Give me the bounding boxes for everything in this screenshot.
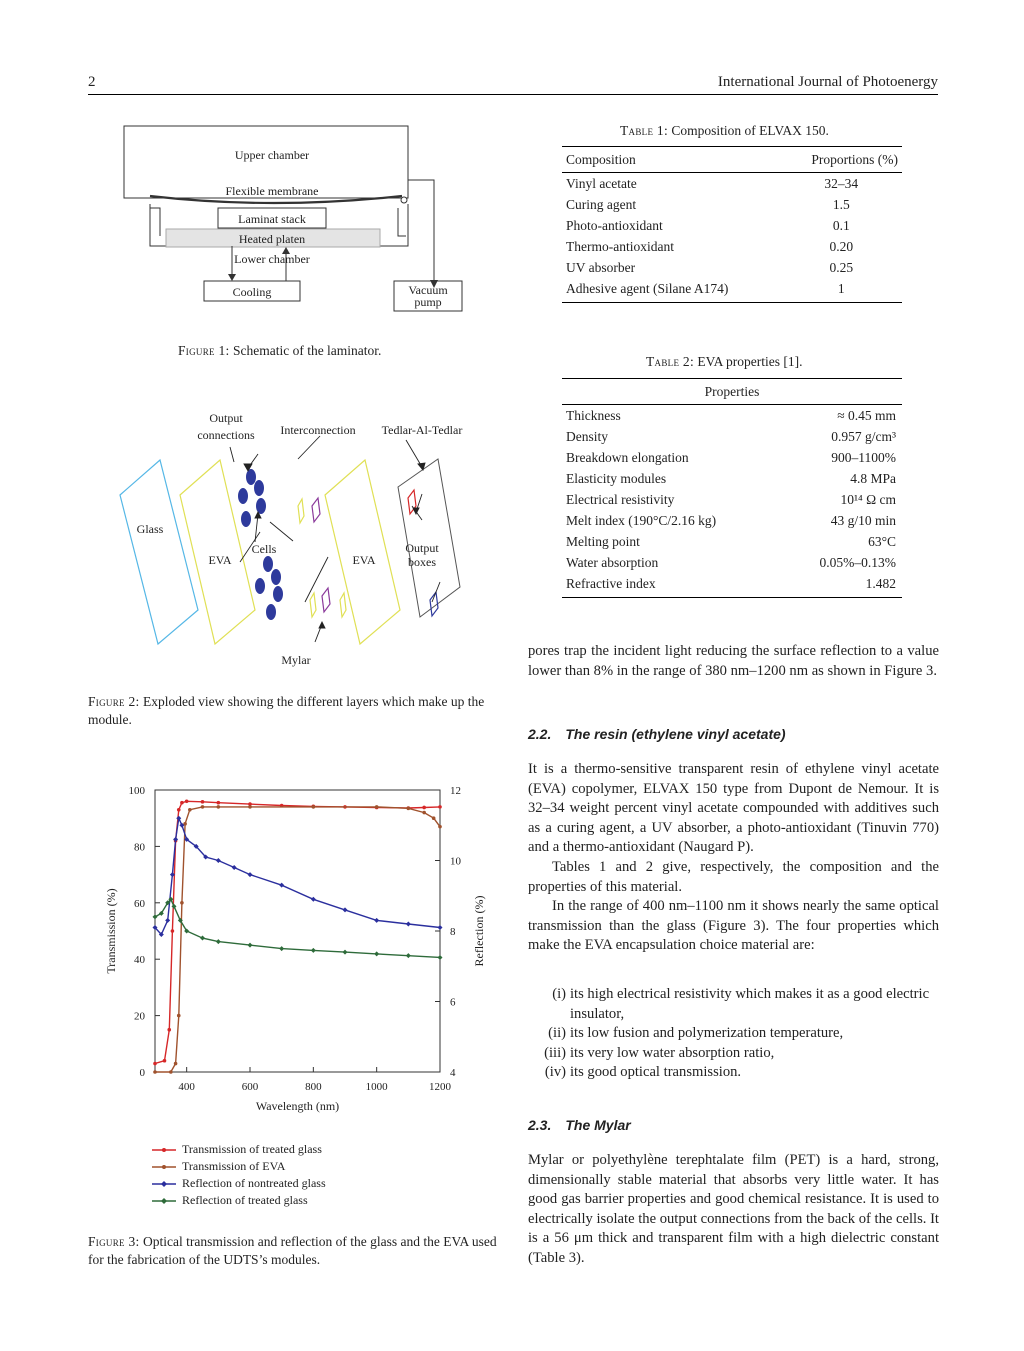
table2-row bbox=[562, 531, 902, 552]
table1-col-proportions: Proportions (%) bbox=[781, 147, 902, 173]
series-point bbox=[407, 807, 411, 811]
table2-cell-value: 0.05%–0.13% bbox=[819, 554, 896, 570]
table2-title: Table 2: EVA properties [1]. bbox=[646, 354, 803, 369]
table1-header-row bbox=[562, 147, 902, 173]
series-point bbox=[171, 929, 175, 933]
label-cells: Cells bbox=[251, 542, 277, 556]
table2-row bbox=[562, 447, 902, 468]
table2-row bbox=[562, 552, 902, 573]
table2-row bbox=[562, 573, 902, 598]
series-point bbox=[201, 805, 205, 809]
properties-list bbox=[528, 985, 939, 1083]
list-text: its good optical transmission. bbox=[570, 1064, 742, 1081]
list-marker: (iii) bbox=[544, 1044, 566, 1061]
series-point bbox=[374, 951, 379, 956]
y-tick-label: 40 bbox=[134, 954, 145, 967]
series-point bbox=[169, 1070, 173, 1074]
y2-tick-label: 12 bbox=[450, 785, 461, 797]
legend-entry bbox=[152, 1192, 326, 1209]
label-glass: Glass bbox=[136, 522, 164, 536]
label-connections: connections bbox=[197, 428, 255, 442]
legend-entry bbox=[152, 1141, 326, 1158]
paragraph-range: In the range of 400 nm–1100 nm it shows nearly the same optical transmission than the glass (Figure 3). The four properties which make the EVA encapsulation choice material are: bbox=[528, 898, 939, 954]
table2-cell-value: 0.957 g/cm³ bbox=[831, 428, 896, 444]
label-tedlar: Tedlar-Al-Tedlar bbox=[381, 423, 463, 437]
table2-cell-label: Melting point bbox=[566, 533, 640, 549]
table2-col-properties: Properties bbox=[562, 379, 902, 405]
legend-label: Reflection of treated glass bbox=[182, 1193, 308, 1207]
series-point bbox=[422, 806, 426, 810]
figure2-caption: Figure 2: Exploded view showing the different layers which make up the module. bbox=[88, 694, 485, 727]
label-output: Output bbox=[209, 411, 243, 425]
table1-cell-value: 0.25 bbox=[829, 259, 854, 275]
label-mylar: Mylar bbox=[281, 653, 311, 667]
series-point bbox=[167, 1028, 171, 1032]
series-point bbox=[311, 948, 316, 953]
table2-cell-label: Electrical resistivity bbox=[566, 491, 675, 507]
list-item bbox=[528, 1024, 939, 1044]
list-item bbox=[528, 1044, 939, 1064]
x-tick-label: 1000 bbox=[365, 1081, 388, 1093]
y2-tick-label: 4 bbox=[450, 1067, 456, 1079]
section-2-2-body bbox=[528, 760, 939, 956]
x-tick-label: 800 bbox=[305, 1081, 322, 1093]
series-point bbox=[216, 858, 221, 863]
label-flexible-membrane: Flexible membrane bbox=[225, 184, 319, 198]
section-2-3-heading: 2.3. The Mylar bbox=[528, 1117, 631, 1133]
table2-cell-value: 10¹⁴ Ω cm bbox=[840, 491, 896, 507]
paragraph-pores: pores trap the incident light reducing the surface reflection to a value lower than 8% in the range of 380 nm–1200 nm as shown in Figure 3. bbox=[528, 643, 939, 679]
table1-cell-value: 0.20 bbox=[829, 238, 854, 254]
y2-tick-label: 10 bbox=[450, 855, 461, 868]
table2-cell-value: ≈ 0.45 mm bbox=[837, 407, 896, 423]
series-point bbox=[232, 865, 237, 870]
figure3-legend bbox=[152, 1141, 326, 1209]
journal-title: International Journal of Photoenergy bbox=[717, 74, 938, 90]
series-point bbox=[374, 918, 379, 923]
x-axis-label: Wavelength (nm) bbox=[255, 1099, 340, 1113]
label-laminat-stack: Laminat stack bbox=[238, 212, 306, 226]
series-point bbox=[177, 1014, 181, 1018]
table2-cell-label: Breakdown elongation bbox=[566, 449, 689, 465]
label-cooling: Cooling bbox=[232, 285, 272, 299]
list-item bbox=[528, 985, 939, 1024]
label-interconnection: Interconnection bbox=[280, 423, 356, 437]
y-tick-label: 80 bbox=[134, 841, 145, 854]
series-point bbox=[343, 950, 348, 955]
y-tick-label: 60 bbox=[134, 897, 145, 910]
table1-cell-label: Vinyl acetate bbox=[566, 175, 637, 191]
legend-label: Transmission of treated glass bbox=[182, 1142, 322, 1156]
series-point bbox=[153, 1062, 157, 1066]
list-text: its low fusion and polymerization temperature, bbox=[570, 1025, 844, 1042]
interconnection-piece bbox=[312, 498, 320, 522]
figure3-caption: Figure 3: Optical transmission and reflection of the glass and the EVA used for the fabrication of the UDTS’s modules. bbox=[88, 1234, 497, 1267]
table2-header-row bbox=[562, 379, 902, 405]
series-point bbox=[438, 925, 443, 930]
list-text: its high electrical resistivity which makes it as a good electric insulator, bbox=[570, 986, 930, 1022]
list-marker: (iv) bbox=[544, 1064, 566, 1081]
series-point bbox=[216, 939, 221, 944]
table2-row bbox=[562, 510, 902, 531]
series-point bbox=[180, 901, 184, 905]
table1-col-composition: Composition bbox=[562, 147, 781, 173]
label-upper-chamber: Upper chamber bbox=[234, 148, 310, 162]
series-point bbox=[406, 921, 411, 926]
table1-cell-label: UV absorber bbox=[566, 259, 636, 275]
series-point bbox=[312, 805, 316, 809]
figure1-caption: Figure 1: Schematic of the laminator. bbox=[178, 343, 382, 358]
series-point bbox=[279, 946, 284, 951]
series-point bbox=[172, 904, 177, 909]
label-eva-right: EVA bbox=[352, 553, 376, 567]
series-line-3 bbox=[155, 899, 440, 957]
list-text: its very low water absorption ratio, bbox=[570, 1044, 775, 1061]
table2-cell-value: 43 g/10 min bbox=[830, 512, 896, 528]
y2-axis-label: Reflection (%) bbox=[472, 895, 486, 967]
series-point bbox=[343, 907, 348, 912]
series-point bbox=[177, 808, 181, 812]
series-point bbox=[375, 805, 379, 809]
label-heated-platen: Heated platen bbox=[238, 232, 306, 246]
series-point bbox=[406, 953, 411, 958]
figure2-exploded-view bbox=[110, 402, 490, 672]
legend-swatch bbox=[152, 1163, 176, 1171]
table2-cell-label: Water absorption bbox=[566, 554, 659, 570]
series-point bbox=[200, 936, 205, 941]
table2-cell-value: 1.482 bbox=[782, 573, 902, 598]
series-point bbox=[422, 811, 426, 815]
glass-layer bbox=[120, 460, 198, 644]
legend-label: Reflection of nontreated glass bbox=[182, 1176, 326, 1190]
series-point bbox=[279, 883, 284, 888]
table2-cell-label: Melt index (190°C/2.16 kg) bbox=[566, 512, 717, 528]
x-tick-label: 600 bbox=[241, 1081, 259, 1093]
figure1-schematic bbox=[110, 118, 480, 318]
y-tick-label: 20 bbox=[134, 1010, 145, 1023]
y2-tick-label: 6 bbox=[450, 996, 456, 1009]
table1-row bbox=[562, 215, 902, 236]
table2 bbox=[562, 378, 902, 598]
table2-cell-label: Density bbox=[566, 428, 608, 444]
series-point bbox=[438, 955, 443, 960]
series-point bbox=[248, 872, 253, 877]
table1-row bbox=[562, 173, 902, 195]
y-tick-label: 100 bbox=[128, 785, 145, 797]
series-point bbox=[438, 805, 442, 809]
label-lower-chamber: Lower chamber bbox=[234, 252, 310, 266]
series-point bbox=[248, 943, 253, 948]
series-point bbox=[174, 1062, 178, 1066]
table2-row bbox=[562, 426, 902, 447]
table1-cell-value: 0.1 bbox=[832, 217, 850, 233]
series-point bbox=[165, 918, 170, 923]
table1-cell-label: Thermo-antioxidant bbox=[566, 238, 674, 254]
series-point bbox=[185, 799, 189, 803]
series-point bbox=[201, 800, 205, 804]
legend-swatch bbox=[152, 1180, 176, 1188]
table2-row bbox=[562, 405, 902, 427]
plot-frame bbox=[155, 790, 440, 1072]
x-tick-label: 1200 bbox=[429, 1081, 451, 1093]
series-point bbox=[176, 816, 181, 821]
list-marker: (ii) bbox=[548, 1025, 566, 1042]
list-item bbox=[528, 1063, 939, 1083]
figure3-chart bbox=[100, 775, 500, 1120]
label-output-boxes-1: Output bbox=[405, 541, 439, 555]
table1-cell-value: 1 bbox=[781, 278, 902, 303]
table1-cell-label: Curing agent bbox=[566, 196, 637, 212]
series-line-0 bbox=[155, 801, 440, 1063]
table1-title: Table 1: Composition of ELVAX 150. bbox=[620, 123, 829, 138]
paragraph-tables: Tables 1 and 2 give, respectively, the composition and the properties of this material. bbox=[528, 858, 939, 895]
table2-row bbox=[562, 489, 902, 510]
table1-row bbox=[562, 257, 902, 278]
table1-row bbox=[562, 236, 902, 257]
series-point bbox=[248, 805, 252, 809]
label-output-boxes-2: boxes bbox=[408, 555, 436, 569]
table1-cell-label: Photo-antioxidant bbox=[566, 217, 663, 233]
label-vacuum: Vacuum bbox=[408, 283, 448, 297]
table2-row bbox=[562, 468, 902, 489]
table1-cell-label: Adhesive agent (Silane A174) bbox=[562, 278, 781, 303]
header-rule bbox=[88, 94, 938, 95]
table1-row bbox=[562, 278, 902, 303]
label-pump: pump bbox=[414, 295, 442, 309]
eva-layer-right bbox=[325, 460, 400, 644]
series-point bbox=[180, 801, 184, 805]
y-axis-label: Transmission (%) bbox=[104, 888, 118, 974]
paragraph-eva-intro: It is a thermo-sensitive transparent resin of ethylene vinyl acetate (EVA) copolymer, ELVAX 150 type from Dupont de Nemour. It is 32–34 weight percent vinyl acetate compounded with additives such as a curing agent, a UV absorber, a photo-antioxidant (Tinuvin 770) and a thermo-antioxidant (Naugard P). bbox=[528, 761, 939, 856]
table2-cell-value: 4.8 MPa bbox=[850, 470, 896, 486]
table2-cell-value: 900–1100% bbox=[831, 449, 896, 465]
table1-cell-value: 32–34 bbox=[824, 175, 859, 191]
x-tick-label: 400 bbox=[178, 1081, 195, 1093]
legend-swatch bbox=[152, 1197, 176, 1205]
series-point bbox=[217, 805, 221, 809]
y2-tick-label: 8 bbox=[450, 926, 456, 938]
legend-entry bbox=[152, 1158, 326, 1175]
series-point bbox=[163, 1059, 167, 1063]
series-line-2 bbox=[155, 818, 440, 934]
tedlar-layer bbox=[398, 459, 460, 617]
table1 bbox=[562, 146, 902, 303]
table1-cell-value: 1.5 bbox=[832, 196, 850, 212]
label-eva-left: EVA bbox=[208, 553, 232, 567]
series-point bbox=[432, 816, 436, 820]
legend-label: Transmission of EVA bbox=[182, 1159, 286, 1173]
y-tick-label: 0 bbox=[139, 1067, 145, 1079]
table2-cell-label: Elasticity modules bbox=[566, 470, 667, 486]
section-2-2-heading: 2.2. The resin (ethylene vinyl acetate) bbox=[528, 726, 786, 742]
list-marker: (i) bbox=[552, 986, 566, 1002]
paragraph-mylar: Mylar or polyethylène terephtalate film (PET) is a hard, strong, dimensionally stable material that absorbs very little water. It has good gas barrier properties and good chemical resistance. It is used to electrically isolate the output connections from the back of the cells. It is a 56 μm thick and transparent film with a high dielectric constant (Table 3). bbox=[528, 1152, 939, 1266]
series-point bbox=[217, 801, 221, 805]
series-point bbox=[311, 897, 316, 902]
series-point bbox=[188, 808, 192, 812]
table2-cell-label: Thickness bbox=[566, 407, 621, 423]
page-number: 2 bbox=[88, 74, 96, 90]
legend-entry bbox=[152, 1175, 326, 1192]
series-point bbox=[153, 1070, 157, 1074]
legend-swatch bbox=[152, 1146, 176, 1154]
table1-row bbox=[562, 194, 902, 215]
table2-cell-label: Refractive index bbox=[562, 573, 782, 598]
table2-cell-value: 63°C bbox=[868, 533, 896, 549]
series-point bbox=[438, 825, 442, 829]
